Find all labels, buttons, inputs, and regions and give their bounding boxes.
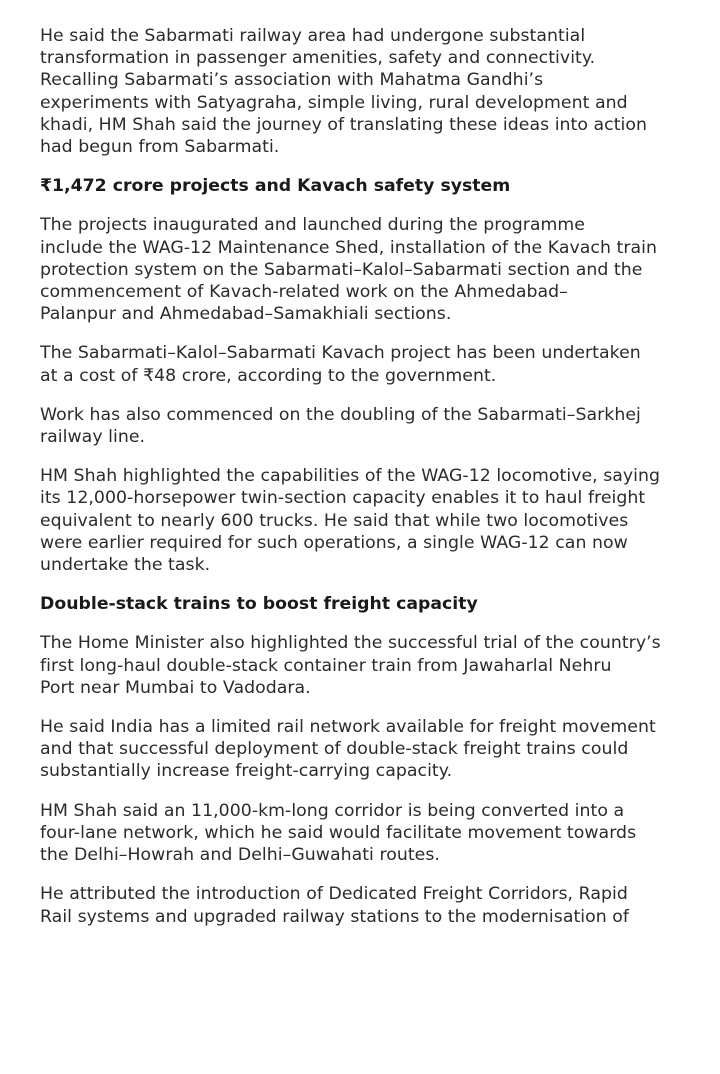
text-line: its 12,000-horsepower twin-section capacity enables it to haul freight	[40, 488, 646, 509]
text-line: and that successful deployment of double-stack freight trains could	[40, 739, 629, 760]
text-line: four-lane network, which he said would facilitate movement towards	[40, 822, 637, 843]
text-line: He attributed the introduction of Dedicated Freight Corridors, Rapid	[40, 884, 628, 905]
text-line: protection system on the Sabarmati–Kalol–Sabarmati section and the	[40, 259, 643, 280]
text-line: were earlier required for such operations, a single WAG-12 can now	[40, 532, 628, 553]
text-line: had begun from Sabarmati.	[40, 137, 280, 158]
text-line: ₹1,472 crore projects and Kavach safety system	[40, 176, 511, 197]
article-body	[40, 25, 705, 945]
paragraph	[40, 800, 705, 867]
text-line: Double-stack trains to boost freight capacity	[40, 594, 478, 615]
paragraph	[40, 25, 705, 158]
text-line: The Home Minister also highlighted the successful trial of the country’s	[40, 633, 661, 654]
paragraph	[40, 404, 705, 448]
text-line: Recalling Sabarmati’s association with Mahatma Gandhi’s	[40, 70, 544, 91]
text-line: equivalent to nearly 600 trucks. He said that while two locomotives	[40, 510, 629, 531]
text-line: HM Shah said an 11,000-km-long corridor is being converted into a	[40, 800, 625, 821]
paragraph	[40, 632, 705, 699]
text-line: substantially increase freight-carrying capacity.	[40, 761, 453, 782]
text-line: Palanpur and Ahmedabad–Samakhiali sections.	[40, 304, 452, 325]
text-line: first long-haul double-stack container train from Jawaharlal Nehru	[40, 655, 612, 676]
text-line: railway line.	[40, 427, 146, 448]
text-line: He said India has a limited rail network available for freight movement	[40, 717, 656, 738]
paragraph	[40, 716, 705, 783]
text-line: commencement of Kavach-related work on the Ahmedabad–	[40, 282, 568, 303]
text-line: khadi, HM Shah said the journey of translating these ideas into action	[40, 114, 648, 135]
text-line: He said the Sabarmati railway area had undergone substantial	[40, 26, 586, 46]
text-line: at a cost of ₹48 crore, according to the government.	[40, 365, 497, 386]
text-line: include the WAG-12 Maintenance Shed, installation of the Kavach train	[40, 237, 657, 258]
text-line: Rail systems and upgraded railway stations to the modernisation of	[40, 906, 630, 927]
text-line: undertake the task.	[40, 555, 211, 576]
section-heading	[40, 175, 705, 197]
text-line: experiments with Satyagraha, simple living, rural development and	[40, 92, 628, 113]
text-line: The projects inaugurated and launched during the programme	[40, 215, 585, 236]
text-line: Port near Mumbai to Vadodara.	[40, 677, 311, 698]
paragraph	[40, 465, 705, 576]
text-line: The Sabarmati–Kalol–Sabarmati Kavach project has been undertaken	[40, 343, 641, 364]
text-line: transformation in passenger amenities, safety and connectivity.	[40, 48, 596, 69]
text-line: HM Shah highlighted the capabilities of the WAG-12 locomotive, saying	[40, 466, 661, 487]
paragraph	[40, 214, 705, 325]
text-line: the Delhi–Howrah and Delhi–Guwahati routes.	[40, 845, 440, 866]
paragraph	[40, 883, 705, 927]
paragraph	[40, 342, 705, 386]
section-heading	[40, 593, 705, 615]
text-line: Work has also commenced on the doubling of the Sabarmati–Sarkhej	[40, 404, 641, 425]
